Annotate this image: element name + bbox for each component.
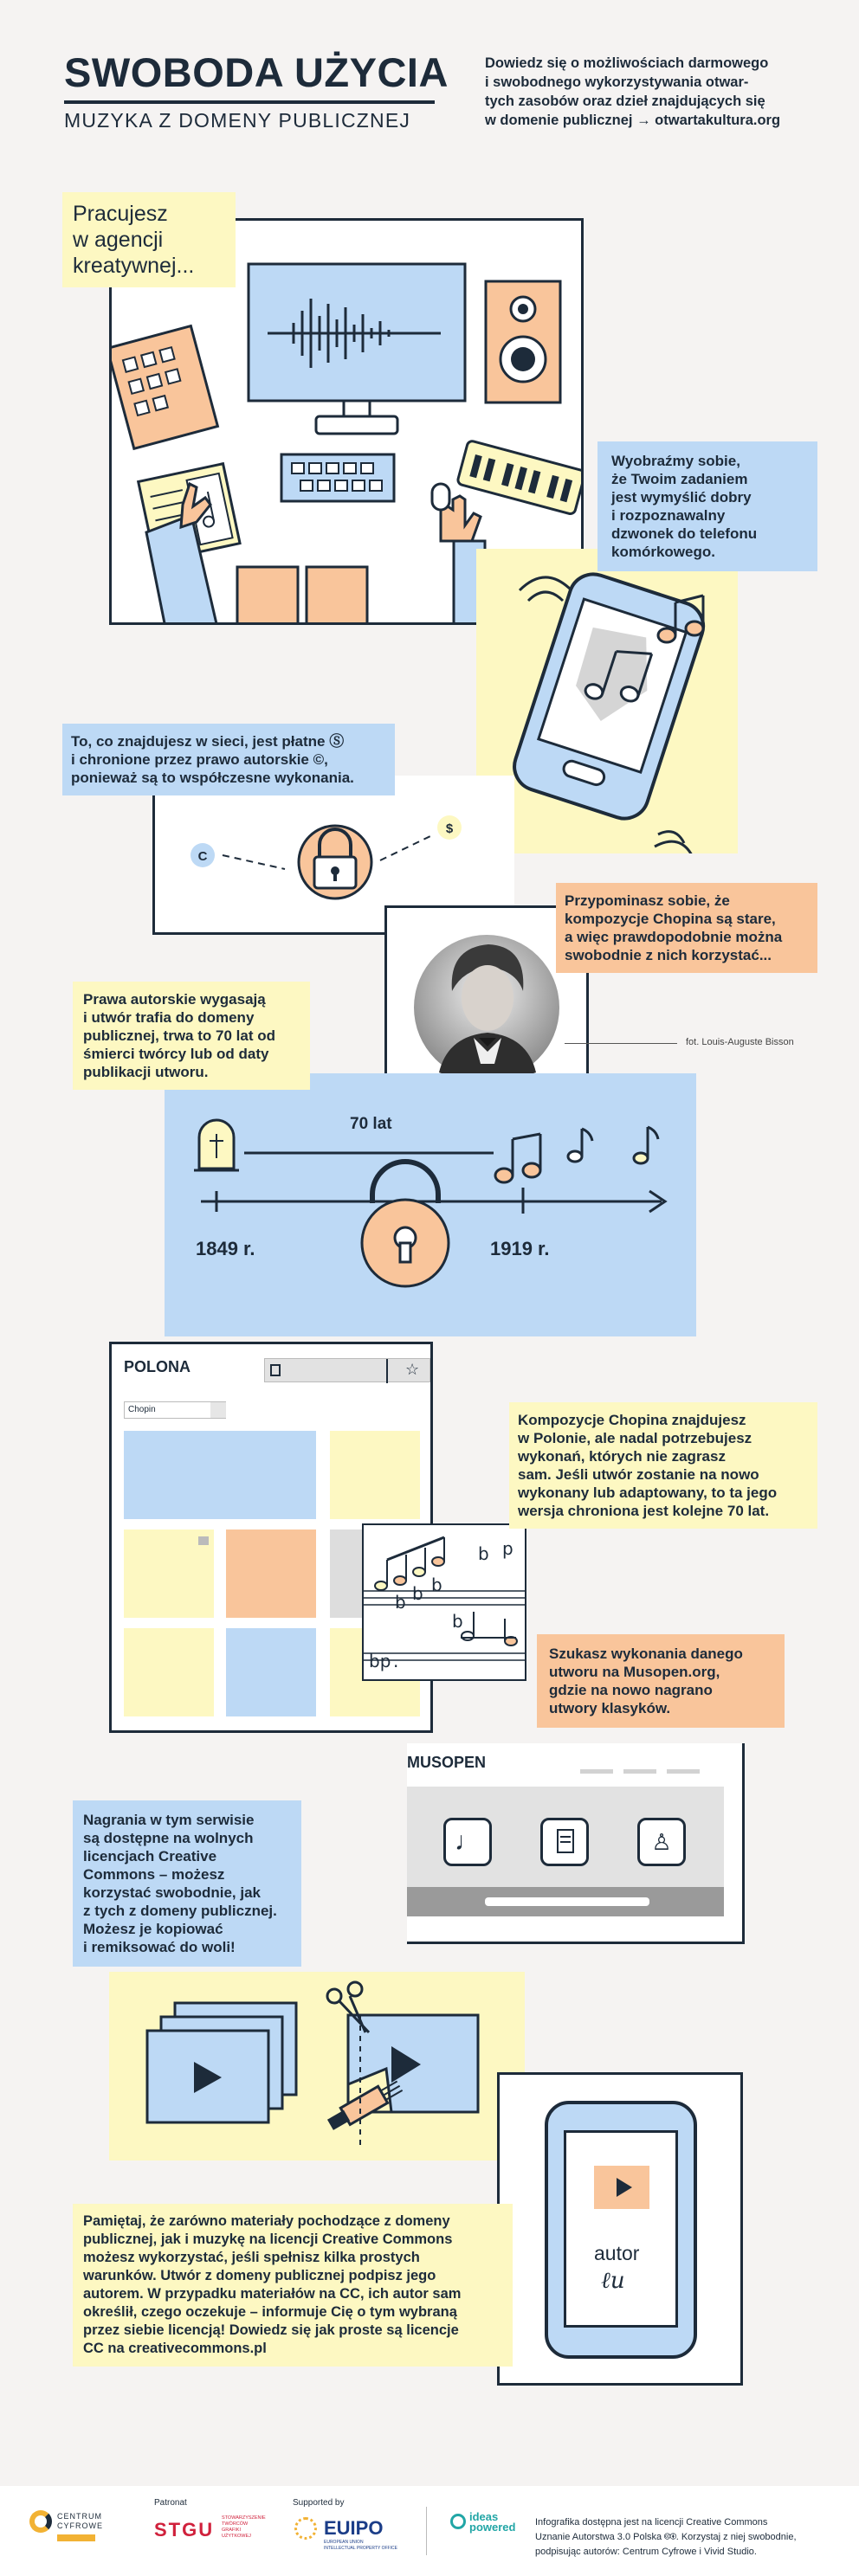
agency-heading: Pracujesz w agencji kreatywnej... xyxy=(62,192,236,287)
euipo-logo[interactable]: EUIPO xyxy=(324,2517,384,2539)
music-note-icon[interactable]: ♩ xyxy=(443,1818,492,1866)
footer-divider xyxy=(426,2507,427,2555)
image-icon xyxy=(198,1536,209,1545)
nav-line[interactable] xyxy=(667,1769,700,1774)
polona-note: Kompozycje Chopina znajdujesz w Polonie, ale nadal potrzebujesz wykonań, których nie zagrasz sam. Jeśli utwór zostanie na nowo wykonany lub adaptowany, to ta jego wersja chroniona jest kolejne 70 lat. xyxy=(509,1402,817,1529)
nav-line[interactable] xyxy=(623,1769,656,1774)
phone-screen xyxy=(564,2130,678,2328)
result-tile[interactable] xyxy=(124,1628,214,1716)
svg-text:.: . xyxy=(393,1651,399,1671)
photo-credit: fot. Louis-Auguste Bisson xyxy=(686,1037,794,1047)
svg-text:b: b xyxy=(431,1575,442,1595)
musopen-window xyxy=(407,1743,745,1944)
author-label: autor xyxy=(594,2242,640,2264)
author-illustration xyxy=(497,2072,743,2386)
ideas-powered-icon xyxy=(450,2514,466,2529)
supported-label: Supported by xyxy=(293,2498,345,2508)
stgu-description: STOWARZYSZENIE TWÓRCÓW GRAFIKI UŻYTKOWEJ xyxy=(222,2515,266,2539)
svg-text:p: p xyxy=(502,1538,513,1559)
musopen-title: MUSOPEN xyxy=(407,1754,487,1771)
credit-pointer xyxy=(565,1043,677,1044)
nav-line[interactable] xyxy=(580,1769,613,1774)
euipo-stars-icon xyxy=(294,2517,317,2540)
timeline-end: 1919 r. xyxy=(490,1238,550,1259)
svg-text:b: b xyxy=(478,1543,489,1564)
expire-note: Prawa autorskie wygasają i utwór trafia do domeny publicznej, trwa to 70 lat od śmierci twórcy lub od daty publikacji utworu. xyxy=(73,982,310,1090)
svg-text:b: b xyxy=(412,1583,423,1604)
result-tile[interactable] xyxy=(226,1628,316,1716)
title-rule xyxy=(64,100,435,104)
metronome-icon[interactable]: ♙ xyxy=(637,1818,686,1866)
cc-projects-badge xyxy=(57,2534,95,2541)
result-tile[interactable] xyxy=(226,1530,316,1618)
svg-text:b: b xyxy=(452,1611,463,1632)
svg-text:b: b xyxy=(395,1592,406,1613)
page-icon xyxy=(270,1364,281,1376)
svg-text:C: C xyxy=(197,849,208,864)
stgu-logo[interactable]: STGU xyxy=(154,2519,215,2541)
progress-bar[interactable] xyxy=(407,1887,724,1916)
toolbar-divider xyxy=(386,1359,388,1383)
play-button[interactable] xyxy=(594,2166,649,2209)
footer xyxy=(0,2486,859,2576)
centrum-cyfrowe-name: CENTRUM CYFROWE xyxy=(57,2512,103,2530)
license-text: Infografika dostępna jest na licencji Creative Commons Uznanie Autorstwa 3.0 Polska 🅭🅯. Korzystaj z niej swobodnie, podpisując autorów: Centrum Cyfrowe i Vivid Studio. xyxy=(535,2517,797,2557)
ringtone-note: Wyobraźmy sobie, że Twoim zadaniem jest wymyślić dobry i rozpoznawalny dzwonek do telefonu komórkowego. xyxy=(597,441,817,571)
phone-body xyxy=(545,2101,697,2359)
ideas-powered-logo[interactable]: ideas powered xyxy=(469,2510,516,2534)
musopen-hero xyxy=(407,1787,724,1916)
sheet-music-card xyxy=(362,1523,526,1681)
polona-toolbar xyxy=(264,1358,430,1382)
result-tile[interactable] xyxy=(124,1431,316,1519)
cc-note: Nagrania w tym serwisie są dostępne na wolnych licencjach Creative Commons – możesz korzystać swobodnie, jak z tych z domeny publicznej. Możesz je kopiować i remiksować do woli! xyxy=(73,1800,301,1967)
document-icon[interactable] xyxy=(540,1818,589,1866)
timeline-panel xyxy=(165,1073,696,1336)
result-tile[interactable] xyxy=(124,1530,214,1618)
intro-text: Dowiedz się o możliwościach darmowego i swobodnego wykorzystywania otwar- tych zasobów oraz dzieł znajdujących się w domenie publicznej → otwartakultura.org xyxy=(485,55,781,128)
polona-title: POLONA xyxy=(124,1358,191,1375)
svg-text:$: $ xyxy=(445,821,454,836)
timeline-span: 70 lat xyxy=(350,1115,392,1133)
musopen-note: Szukasz wykonania danego utworu na Musopen.org, gdzie na nowo nagrano utwory klasyków. xyxy=(537,1634,785,1728)
patronat-label: Patronat xyxy=(154,2498,187,2508)
paid-note: To, co znajdujesz w sieci, jest płatne Ⓢ i chronione przez prawo autorskie ©, ponieważ są to współczesne wykonania. xyxy=(62,724,395,795)
search-value: Chopin xyxy=(128,1405,156,1414)
chopin-note: Przypominasz sobie, że kompozycje Chopina są stare, a więc prawdopodobnie można swobodnie z nich korzystać... xyxy=(556,883,817,973)
page-title: SWOBODA UŻYCIA xyxy=(64,49,449,95)
page-subtitle: MUZYKA Z DOMENY PUBLICZNEJ xyxy=(64,109,411,132)
final-note: Pamiętaj, że zarówno materiały pochodzące z domeny publicznej, jak i muzykę na licencji Creative Commons możesz wykorzystać, jeśli spełnisz kilka prostych warunków. Utwór z domeny publicznej podpisz jego autorem. W przypadku materiałów na CC, ich autor sam określił, czego oczekuje – informuje Cię o tym wybraną przez siebie licencją! Dowiedz się jak proste są licencje CC na creativecommons.pl xyxy=(73,2204,513,2367)
remix-illustration xyxy=(109,1972,525,2161)
euipo-description: EUROPEAN UNION INTELLECTUAL PROPERTY OFFICE xyxy=(324,2540,397,2551)
star-icon[interactable]: ☆ xyxy=(405,1361,420,1378)
signature-icon: ℓu xyxy=(601,2268,625,2294)
svg-text:bp: bp xyxy=(369,1651,391,1671)
centrum-cyfrowe-logo[interactable] xyxy=(29,2510,52,2533)
result-tile[interactable] xyxy=(330,1431,420,1519)
timeline-start: 1849 r. xyxy=(196,1238,255,1259)
search-dropdown-arrow[interactable] xyxy=(210,1402,226,1418)
